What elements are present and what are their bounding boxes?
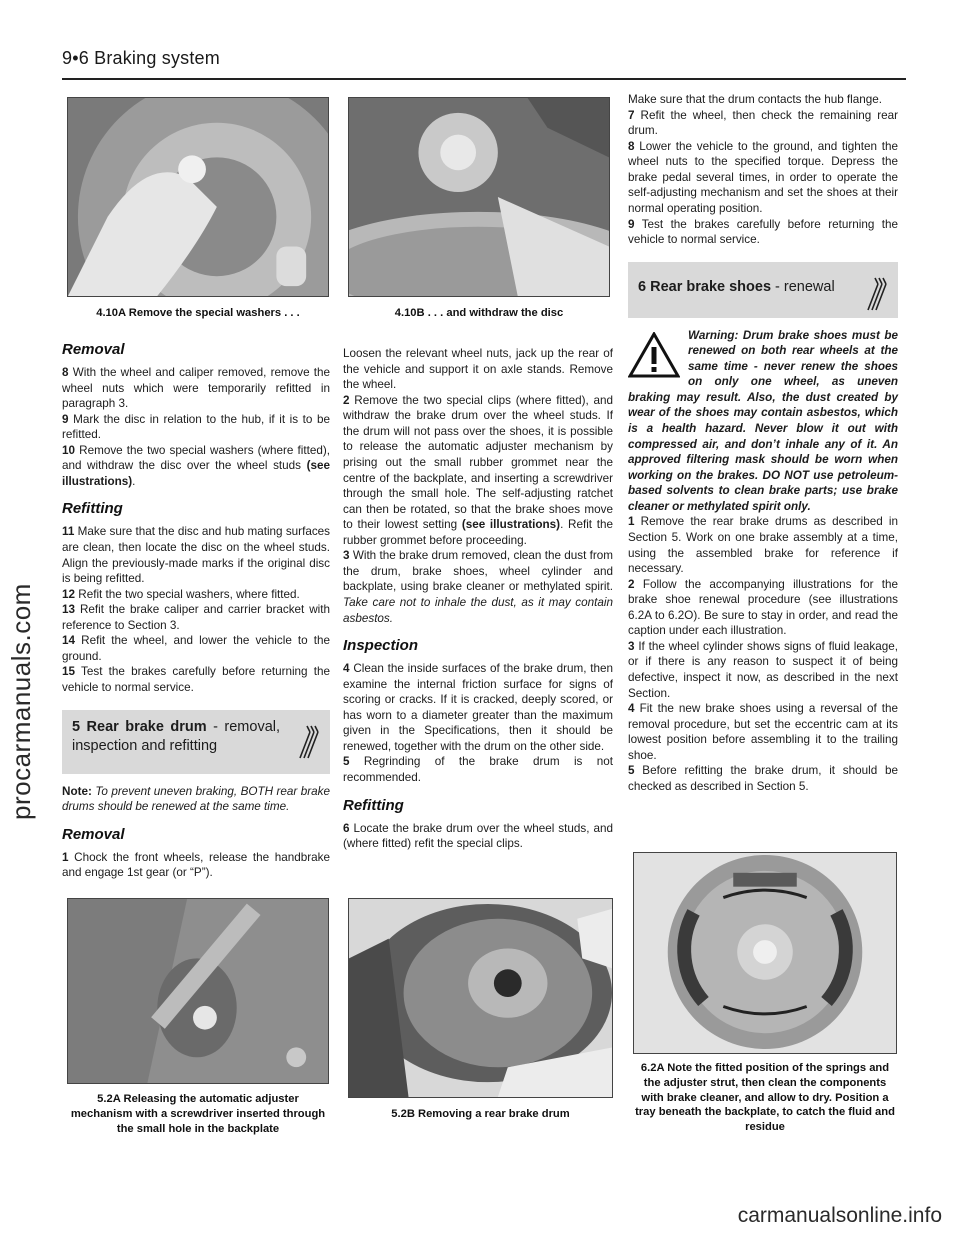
caption-6-2a: 6.2A Note the fitted position of the springs and the adjuster strut, then clean the components with brake cleaner, and allow to dry. Position a tray beneath the backplate, to catch the fluid and residue — [635, 1062, 895, 1134]
paragraph-5-1-cont: Loosen the relevant wheel nuts, jack up the rear of the vehicle and support it on axle stands. Remove the wheel. — [343, 347, 613, 392]
paragraph-15: 15 Test the brakes carefully before returning the vehicle to normal service. — [62, 665, 330, 694]
paragraph-5-2: 2 Remove the two special clips (where fitted), and withdraw the brake drum over the wheel studs. If the drum will not pass over the shoes, it is possible to release the automatic adjuster mechanism by prising out the small rubber grommet near the centre of the backplate, and inserting a screwdriver through the small hole. The self-adjusting ratchet can then be rotated, so that the brake shoes move to their lowest setting (see illustrations). Refit the rubber grommet before proceeding. — [343, 393, 613, 547]
side-watermark: procarmanuals.com — [6, 583, 36, 820]
warning-text: Warning: Drum brake shoes must be renewed on both rear wheels at the same time - never renew the shoes on only one wheel, as uneven braking may result. Also, the dust created by wear of the shoes may contain asbestos, which is a health hazard. Never blow it out with compressed air, and don’t inhale any of it. An approved filtering mask should be worn when working on the brakes. DO NOT use petroleum-based solvents to clean brake parts; use brake cleaner or methylated spirit only. — [628, 328, 898, 513]
warning-triangle-icon — [628, 332, 680, 378]
paragraph-6-2: 2 Follow the accompanying illustrations for the brake shoe renewal procedure (see illustrations 6.2A to 6.2O). Be sure to stay in order, and read the caption under each illustration. — [628, 577, 899, 638]
paragraph-5-3: 3 With the brake drum removed, clean the dust from the drum, brake shoes, wheel cylinder and backplate, using brake cleaner or methylated spirit. Take care not to inhale the dust, as it may contain asbestos. — [343, 549, 613, 625]
heading-refitting: Refitting — [62, 500, 123, 518]
paragraph-12: 12 Refit the two special washers, where fitted. — [62, 587, 300, 601]
warning-block — [628, 328, 898, 515]
paragraph-10: 10 Remove the two special washers (where fitted), and withdraw the disc over the wheel studs (see illustrations). — [62, 443, 331, 488]
paragraph-6-4: 4 Fit the new brake shoes using a reversal of the removal procedure, but set the eccentric cam at its lowest position before assembling it to the trailing shoe. — [628, 702, 898, 762]
paragraph-8: 8 With the wheel and caliper removed, remove the wheel nuts which were temporarily refitted in paragraph 3. — [62, 365, 330, 411]
paragraph-5-4: 4 Clean the inside surfaces of the brake drum, then examine the internal friction surface for signs of scoring or cracks. If it is cracked, deeply scored, or has worn to a diameter greater than the maximum given in the Specifications, then it should be renewed, together with the drum on the other side. — [343, 662, 613, 753]
heading-refitting-2: Refitting — [343, 796, 404, 814]
paragraph-5-6-cont: Make sure that the drum contacts the hub flange. — [628, 93, 883, 106]
photo-4-10a — [67, 97, 329, 297]
note-paragraph: Note: To prevent uneven braking, BOTH rear brake drums should be renewed at the same time. — [62, 784, 330, 814]
section-6-subtitle: - renewal — [775, 278, 835, 295]
paragraph-6-3: 3 If the wheel cylinder shows signs of fluid leakage, or if there is any reason to suspect it of being defective, inspect it now, as described in the next Section. — [628, 639, 898, 700]
column-3 — [628, 92, 898, 795]
paragraph-14: 14 Refit the wheel, and lower the vehicle to the ground. — [62, 634, 331, 663]
paragraph-6-5: 5 Before refitting the brake drum, it should be checked as described in Section 5. — [628, 764, 898, 793]
page-header-title: 9•6 Braking system — [62, 48, 220, 68]
caption-4-10a: 4.10A Remove the special washers . . . — [96, 307, 300, 319]
caption-5-2a: 5.2A Releasing the automatic adjuster mechanism with a screwdriver inserted through the small hole in the backplate — [70, 1093, 326, 1135]
paragraph-6-1: 1 Remove the rear brake drums as described in Section 5. Work on one brake assembly at a time, using the assembled brake for reference if necessary. — [628, 515, 898, 576]
paragraph-9: 9 Mark the disc in relation to the hub, if it is to be refitted. — [62, 412, 331, 442]
paragraph-5-8: 8 Lower the vehicle to the ground, and tighten the wheel nuts to the specified torque. Depress the brake pedal several times, in order to operate the self-adjusting mechanism and set the shoes at their normal operating position. — [628, 139, 898, 215]
photo-5-2b — [348, 898, 613, 1098]
paragraph-5-1: 1 Chock the front wheels, release the handbrake and engage 1st gear (or “P”). — [62, 850, 330, 880]
paragraph-5-5: 5 Regrinding of the brake drum is not recommended. — [343, 755, 613, 784]
heading-removal: Removal — [62, 341, 125, 358]
photo-4-10b — [348, 97, 610, 297]
paragraph-5-9: 9 Test the brakes carefully before returning the vehicle to normal service. — [628, 217, 898, 247]
difficulty-spanner-icon — [296, 718, 322, 762]
photo-6-2a — [633, 852, 897, 1054]
heading-inspection: Inspection — [343, 637, 419, 655]
section-6-title: Rear brake shoes — [650, 278, 772, 295]
footer-watermark: carmanualsonline.info — [737, 1204, 942, 1227]
difficulty-spanner-icon — [864, 270, 890, 314]
header-rule — [62, 78, 906, 80]
column-2 — [343, 346, 613, 852]
section-6-box — [628, 262, 898, 318]
photo-5-2a — [67, 898, 329, 1084]
caption-5-2b: 5.2B Removing a rear brake drum — [391, 1108, 570, 1120]
section-5-box — [62, 710, 330, 774]
section-6-number: 6 — [638, 278, 647, 295]
column-1 — [62, 340, 330, 881]
section-5-number: 5 — [72, 718, 81, 735]
section-5-title: Rear brake drum — [86, 718, 207, 735]
paragraph-11: 11 Make sure that the disc and hub mating surfaces are clean, then locate the disc on the wheel studs. Align the previously-made marks if the original disc is being refitted. — [62, 525, 331, 586]
heading-removal-2: Removal — [62, 825, 125, 843]
paragraph-5-7: 7 Refit the wheel, then check the remaining rear drum. — [628, 108, 898, 138]
section-5-subtitle: - removal, inspection and refitting — [72, 718, 281, 755]
paragraph-13: 13 Refit the brake caliper and carrier bracket with reference to Section 3. — [62, 603, 331, 632]
paragraph-5-6: 6 Locate the brake drum over the wheel studs, and (where fitted) refit the special clips. — [343, 821, 613, 851]
caption-4-10b: 4.10B . . . and withdraw the disc — [394, 307, 564, 319]
